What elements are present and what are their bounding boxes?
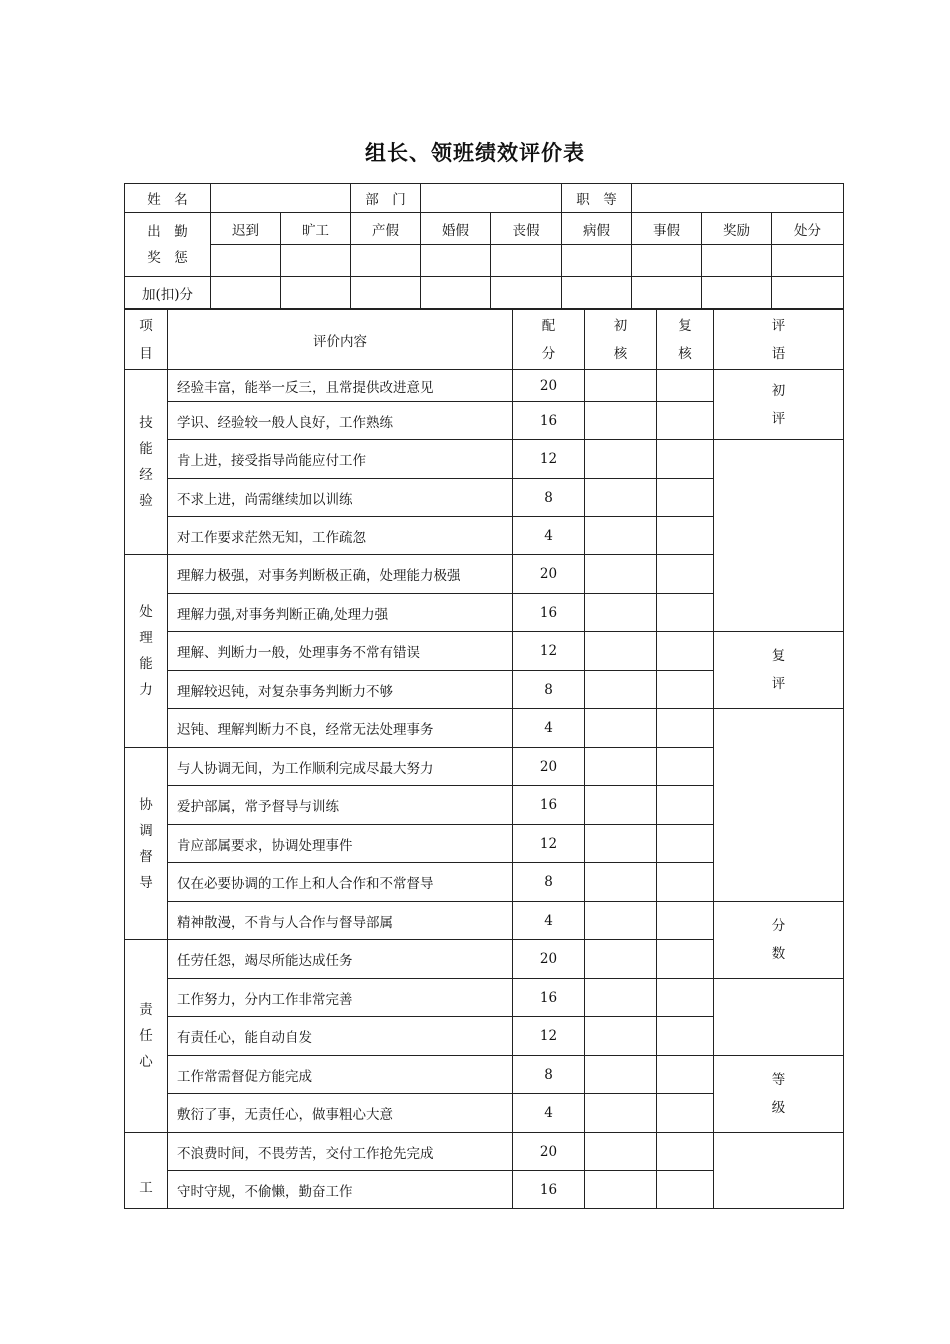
attendance-cell[interactable]	[421, 245, 491, 277]
criteria-text: 工作努力，分内工作非常完善	[168, 979, 513, 1017]
col-personal: 事假	[632, 213, 702, 245]
score-label-1: 分	[771, 918, 786, 934]
category-responsibility	[125, 940, 168, 1133]
second-check-cell[interactable]	[657, 370, 714, 402]
second-check-cell[interactable]	[657, 555, 714, 594]
category-char: 理	[139, 630, 153, 646]
second-check-cell[interactable]	[657, 979, 714, 1017]
category-char: 能	[139, 656, 153, 672]
first-check-cell[interactable]	[585, 902, 657, 940]
criteria-score: 8	[513, 1056, 585, 1094]
header-second-1: 复	[678, 317, 692, 334]
second-check-cell[interactable]	[657, 402, 714, 440]
second-check-cell[interactable]	[657, 1056, 714, 1094]
attendance-label	[125, 213, 211, 277]
criteria-score: 12	[513, 1017, 585, 1056]
criteria-score: 16	[513, 402, 585, 440]
criteria-text: 理解力极强，对事务判断极正确，处理能力极强	[168, 555, 513, 594]
criteria-score: 20	[513, 370, 585, 402]
attendance-cell[interactable]	[702, 245, 772, 277]
category-char: 能	[139, 441, 153, 457]
second-check-cell[interactable]	[657, 1094, 714, 1133]
first-check-cell[interactable]	[585, 632, 657, 671]
criteria-score: 8	[513, 671, 585, 709]
criteria-score: 20	[513, 748, 585, 786]
category-char: 责	[139, 1002, 153, 1018]
first-check-cell[interactable]	[585, 594, 657, 632]
category-char: 经	[139, 467, 153, 483]
first-review-1: 初	[771, 382, 786, 399]
category-char: 力	[139, 682, 153, 698]
criteria-text: 不浪费时间，不畏劳苦，交付工作抢先完成	[168, 1133, 513, 1171]
second-check-cell[interactable]	[657, 940, 714, 979]
category-char: 导	[139, 874, 153, 891]
first-check-cell[interactable]	[585, 1056, 657, 1094]
grade-label-1: 等	[771, 1072, 786, 1088]
criteria-text: 理解力强,对事务判断正确,处理力强	[168, 594, 513, 632]
criteria-text: 与人协调无间，为工作顺利完成尽最大努力	[168, 748, 513, 786]
criteria-text: 不求上进，尚需继续加以训练	[168, 479, 513, 517]
second-check-cell[interactable]	[657, 1171, 714, 1209]
col-penalty: 处分	[772, 213, 844, 245]
attendance-cell[interactable]	[562, 245, 632, 277]
criteria-score: 16	[513, 786, 585, 825]
second-review-label	[714, 632, 844, 709]
second-check-cell[interactable]	[657, 1017, 714, 1056]
first-check-cell[interactable]	[585, 940, 657, 979]
first-check-cell[interactable]	[585, 479, 657, 517]
criteria-score: 12	[513, 825, 585, 863]
score-value[interactable]	[714, 979, 844, 1056]
first-check-cell[interactable]	[585, 1094, 657, 1133]
criteria-score: 4	[513, 1094, 585, 1133]
score-label-2: 数	[771, 946, 786, 962]
header-first-1: 初	[613, 317, 628, 334]
points-cell[interactable]	[421, 277, 491, 309]
criteria-text: 爱护部属，常予督导与训练	[168, 786, 513, 825]
first-review-2: 评	[771, 410, 786, 427]
page-title: 组长、领班绩效评价表	[365, 141, 585, 165]
criteria-score: 8	[513, 863, 585, 902]
category-work	[125, 1133, 168, 1209]
score-label	[714, 902, 844, 979]
criteria-score: 8	[513, 479, 585, 517]
second-check-cell[interactable]	[657, 863, 714, 902]
attendance-cell[interactable]	[351, 245, 421, 277]
criteria-text: 精神散漫，不肯与人合作与督导部属	[168, 902, 513, 940]
rank-field[interactable]	[632, 184, 844, 213]
second-check-cell[interactable]	[657, 748, 714, 786]
dept-field[interactable]	[421, 184, 562, 213]
criteria-score: 16	[513, 594, 585, 632]
name-field[interactable]	[211, 184, 351, 213]
header-item-1: 项	[139, 317, 153, 334]
col-absent: 旷工	[281, 213, 351, 245]
criteria-text: 理解较迟钝，对复杂事务判断力不够	[168, 671, 513, 709]
points-cell[interactable]	[351, 277, 421, 309]
rank-label: 职 等	[562, 184, 632, 213]
header-comment-2: 语	[771, 345, 786, 362]
attendance-label-line2: 奖 惩	[147, 249, 188, 266]
first-check-cell[interactable]	[585, 979, 657, 1017]
points-label: 加(扣)分	[125, 277, 211, 309]
category-handling	[125, 555, 168, 748]
first-check-cell[interactable]	[585, 370, 657, 402]
first-review-comment[interactable]	[714, 440, 844, 632]
criteria-score: 4	[513, 902, 585, 940]
first-check-cell[interactable]	[585, 1017, 657, 1056]
second-check-cell[interactable]	[657, 594, 714, 632]
points-cell[interactable]	[281, 277, 351, 309]
first-check-cell[interactable]	[585, 709, 657, 748]
criteria-text: 经验丰富，能举一反三，且常提供改进意见	[168, 370, 513, 402]
second-check-cell[interactable]	[657, 786, 714, 825]
first-check-cell[interactable]	[585, 517, 657, 555]
criteria-text: 理解、判断力一般，处理事务不常有错误	[168, 632, 513, 671]
category-char: 工	[139, 1180, 153, 1196]
second-review-2: 评	[771, 676, 786, 692]
criteria-text: 敷衍了事，无责任心，做事粗心大意	[168, 1094, 513, 1133]
points-cell[interactable]	[491, 277, 562, 309]
criteria-text: 有责任心，能自动自发	[168, 1017, 513, 1056]
header-first	[585, 310, 657, 370]
header-item	[125, 310, 168, 370]
category-char: 验	[139, 493, 153, 509]
col-marriage: 婚假	[421, 213, 491, 245]
category-char: 心	[139, 1054, 153, 1070]
first-check-cell[interactable]	[585, 440, 657, 479]
criteria-text: 对工作要求茫然无知，工作疏忽	[168, 517, 513, 555]
info-table	[124, 183, 844, 309]
criteria-score: 4	[513, 517, 585, 555]
category-char: 督	[139, 848, 153, 865]
criteria-text: 迟钝、理解判断力不良，经常无法处理事务	[168, 709, 513, 748]
header-second	[657, 310, 714, 370]
grade-label	[714, 1056, 844, 1133]
criteria-score: 16	[513, 979, 585, 1017]
category-char: 任	[139, 1028, 153, 1044]
second-check-cell[interactable]	[657, 671, 714, 709]
header-content: 评价内容	[168, 310, 513, 370]
second-review-comment[interactable]	[714, 709, 844, 902]
second-check-cell[interactable]	[657, 517, 714, 555]
second-check-cell[interactable]	[657, 825, 714, 863]
second-check-cell[interactable]	[657, 1133, 714, 1171]
attendance-cell[interactable]	[632, 245, 702, 277]
criteria-score: 20	[513, 940, 585, 979]
criteria-score: 12	[513, 440, 585, 479]
dept-label: 部 门	[365, 192, 406, 208]
grade-value[interactable]	[714, 1133, 844, 1209]
first-review-label	[714, 370, 844, 440]
category-char: 协	[139, 796, 153, 813]
header-comment-1: 评	[771, 317, 786, 334]
attendance-cell[interactable]	[772, 245, 844, 277]
category-char: 处	[139, 604, 153, 620]
header-score	[513, 310, 585, 370]
points-cell[interactable]	[562, 277, 632, 309]
second-check-cell[interactable]	[657, 479, 714, 517]
second-check-cell[interactable]	[657, 902, 714, 940]
criteria-text: 肯应部属要求，协调处理事件	[168, 825, 513, 863]
attendance-cell[interactable]	[491, 245, 562, 277]
criteria-score: 12	[513, 632, 585, 671]
grade-label-2: 级	[771, 1100, 786, 1116]
criteria-text: 学识、经验较一般人良好，工作熟练	[168, 402, 513, 440]
criteria-score: 16	[513, 1171, 585, 1209]
criteria-text: 守时守规，不偷懒，勤奋工作	[168, 1171, 513, 1209]
col-funeral: 丧假	[491, 213, 562, 245]
category-skill	[125, 370, 168, 555]
criteria-text: 肯上进，接受指导尚能应付工作	[168, 440, 513, 479]
category-char: 技	[139, 415, 153, 431]
criteria-score: 4	[513, 709, 585, 748]
col-late: 迟到	[211, 213, 281, 245]
header-item-2: 目	[139, 345, 153, 362]
criteria-text: 任劳任怨，竭尽所能达成任务	[168, 940, 513, 979]
second-review-1: 复	[771, 648, 786, 664]
header-score-1: 配	[541, 317, 556, 334]
col-maternity: 产假	[351, 213, 421, 245]
second-check-cell[interactable]	[657, 632, 714, 671]
criteria-text: 仅在必要协调的工作上和人合作和不常督导	[168, 863, 513, 902]
criteria-score: 20	[513, 1133, 585, 1171]
category-coordination	[125, 748, 168, 940]
col-reward: 奖励	[702, 213, 772, 245]
points-cell[interactable]	[702, 277, 772, 309]
dept-label-cell	[351, 184, 421, 213]
first-check-cell[interactable]	[585, 786, 657, 825]
points-cell[interactable]	[772, 277, 844, 309]
criteria-text: 工作常需督促方能完成	[168, 1056, 513, 1094]
first-check-cell[interactable]	[585, 748, 657, 786]
criteria-score: 20	[513, 555, 585, 594]
first-check-cell[interactable]	[585, 863, 657, 902]
header-comment	[714, 310, 844, 370]
attendance-cell[interactable]	[211, 245, 281, 277]
first-check-cell[interactable]	[585, 825, 657, 863]
col-sick: 病假	[562, 213, 632, 245]
header-second-2: 核	[678, 345, 692, 362]
header-score-2: 分	[541, 345, 556, 362]
first-check-cell[interactable]	[585, 555, 657, 594]
second-check-cell[interactable]	[657, 440, 714, 479]
second-check-cell[interactable]	[657, 709, 714, 748]
points-cell[interactable]	[211, 277, 281, 309]
evaluation-table	[124, 309, 844, 1209]
category-char: 调	[139, 822, 153, 839]
points-cell[interactable]	[632, 277, 702, 309]
name-label: 姓 名	[125, 184, 211, 213]
attendance-cell[interactable]	[281, 245, 351, 277]
first-check-cell[interactable]	[585, 671, 657, 709]
first-check-cell[interactable]	[585, 1133, 657, 1171]
header-first-2: 核	[613, 345, 628, 362]
attendance-label-line1: 出 勤	[147, 223, 188, 240]
first-check-cell[interactable]	[585, 402, 657, 440]
first-check-cell[interactable]	[585, 1171, 657, 1209]
